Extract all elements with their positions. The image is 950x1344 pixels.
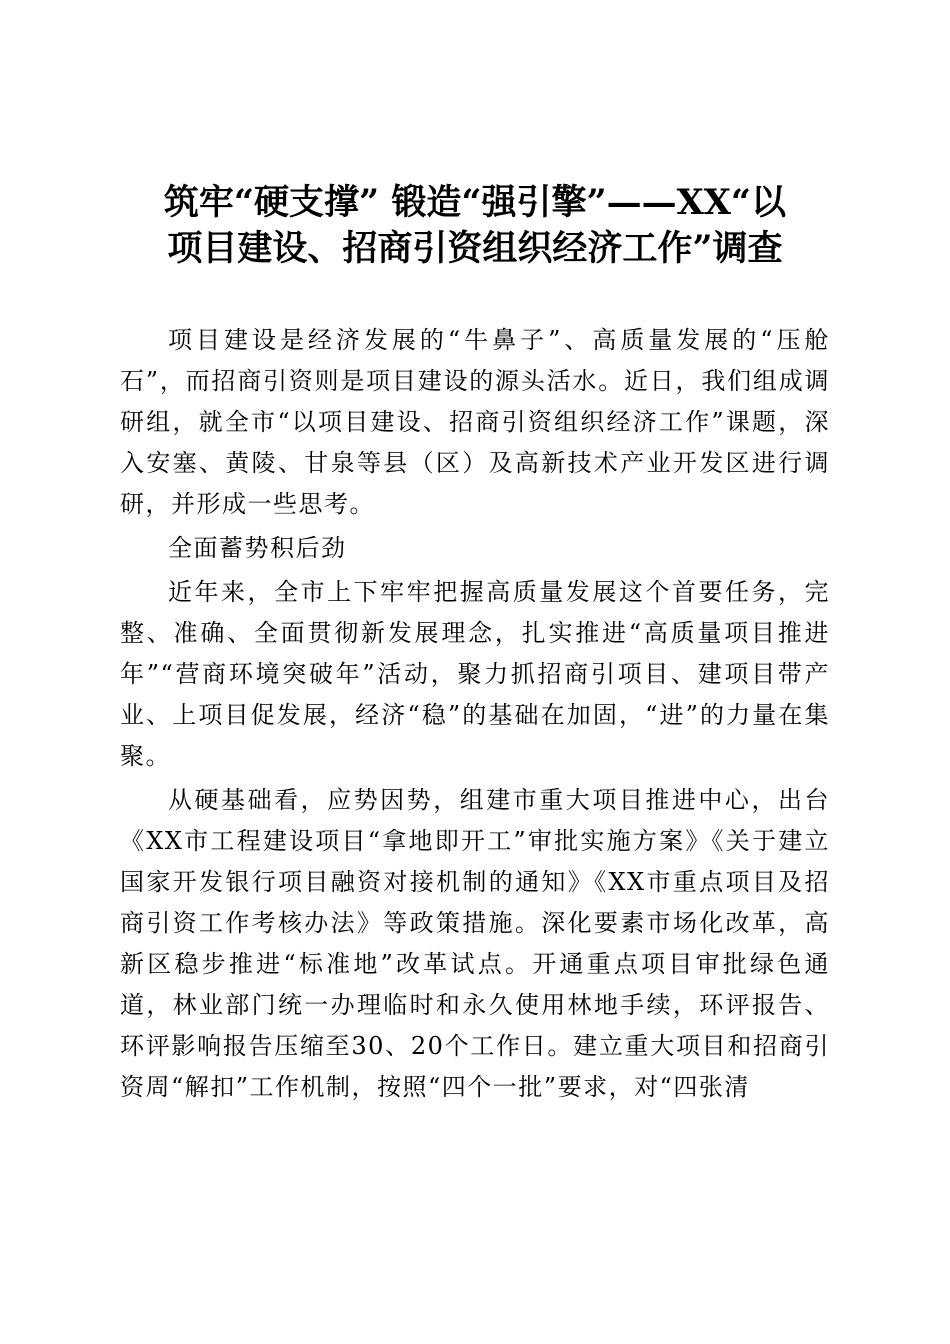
document-title <box>110 180 840 272</box>
section-heading: 全面蓄势积后劲 <box>168 534 347 562</box>
section-paragraph-1: 近年来，全市上下牢牢把握高质量发展这个首要任务，完整、准确、全面贯彻新发展理念，扎实推进“高质量项目推进年”“营商环境突破年”活动，聚力抓招商引项目、建项目带产业、上项目促发展，经济“稳”的基础在加固，“进”的力量在集聚。 <box>120 578 830 770</box>
document-body <box>120 320 830 1108</box>
section-paragraph-2: 从硬基础看，应势因势，组建市重大项目推进中心，出台《XX市工程建设项目“拿地即开工”审批实施方案》《关于建立国家开发银行项目融资对接机制的通知》《XX市重点项目及招商引资工作考核办法》等政策措施。深化要素市场化改革，高新区稳步推进“标准地”改革试点。开通重点项目审批绿色通道，林业部门统一办理临时和永久使用林地手续，环评报告、环评影响报告压缩至30、20个工作日。建立重大项目和招商引资周“解扣”工作机制，按照“四个一批”要求，对“四张清 <box>120 786 830 1101</box>
title-line-1: 筑牢“硬支撑” 锻造“强引擎”——XX“以 <box>163 182 787 223</box>
intro-paragraph: 项目建设是经济发展的“牛鼻子”、高质量发展的“压舱石”，而招商引资则是项目建设的源头活水。近日，我们组成调研组，就全市“以项目建设、招商引资组织经济工作”课题，深入安塞、黄陵、甘泉等县（区）及高新技术产业开发区进行调研，并形成一些思考。 <box>120 326 830 518</box>
title-line-2: 项目建设、招商引资组织经济工作”调查 <box>167 228 783 269</box>
